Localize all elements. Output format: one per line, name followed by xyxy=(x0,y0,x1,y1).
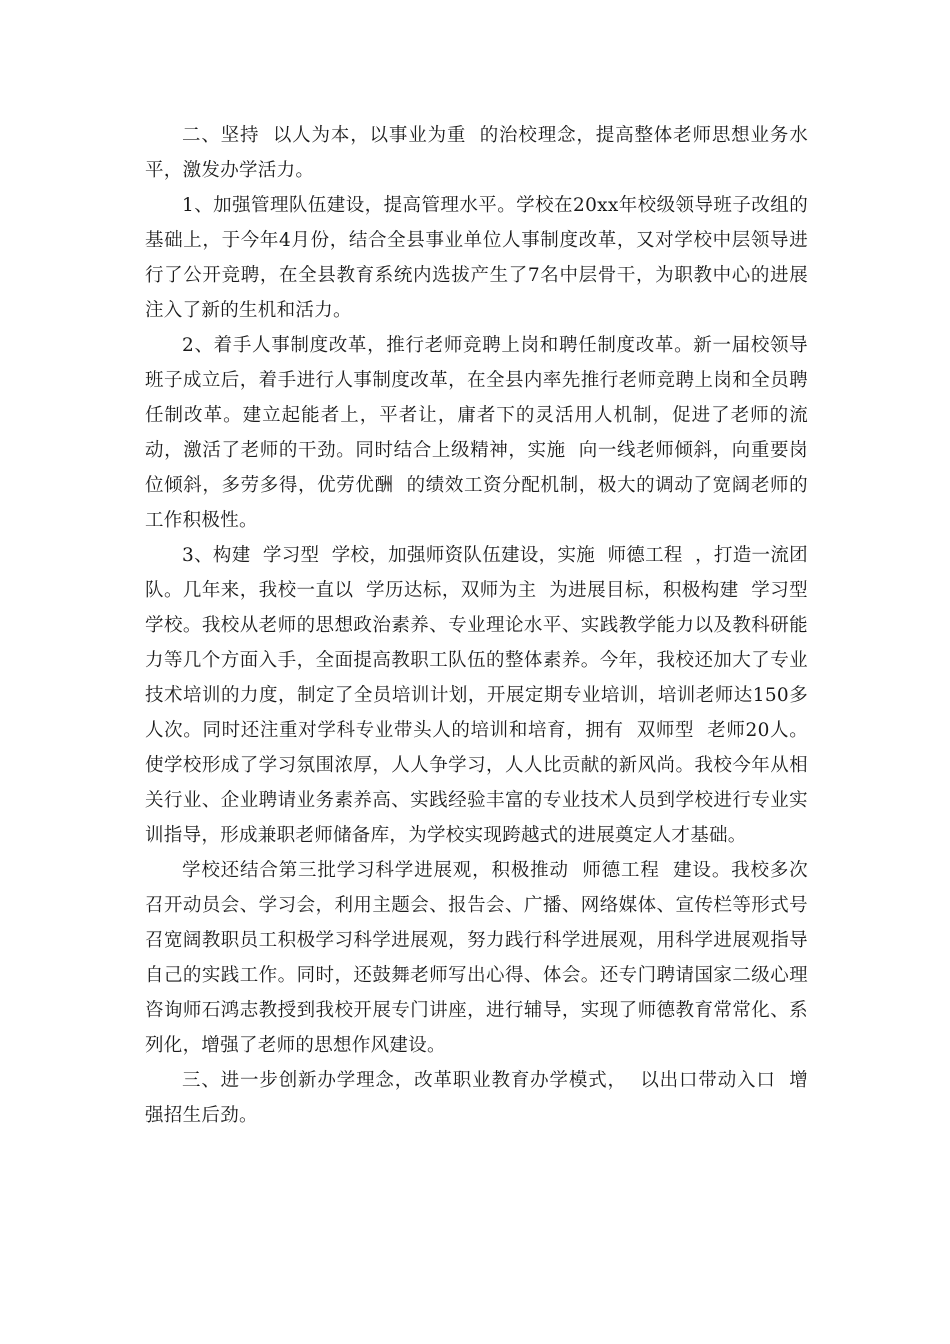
paragraph-personnel-reform: 2、着手人事制度改革，推行老师竞聘上岗和聘任制度改革。新一届校领导班子成立后，着手进行人事制度改革，在全县内率先推行老师竞聘上岗和全员聘任制改革。建立起能者上，平者让，庸者下的灵活用人机制，促进了老师的流动，激活了老师的干劲。同时结合上级精神，实施 向一线老师倾斜，向重要岗位倾斜，多劳多得，优劳优酬 的绩效工资分配机制，极大的调动了宽阔老师的工作积极性。 xyxy=(145,335,808,531)
document-page xyxy=(145,118,821,1133)
paragraph-section-three-heading: 三、进一步创新办学理念，改革职业教育办学模式， 以出口带动入口 增强招生后劲。 xyxy=(145,1070,808,1126)
paragraph-section-two-heading: 二、坚持 以人为本，以事业为重 的治校理念，提高整体老师思想业务水平，激发办学活力。 xyxy=(145,125,808,181)
paragraph-learning-school: 3、构建 学习型 学校，加强师资队伍建设，实施 师德工程 ，打造一流团队。几年来，我校一直以 学历达标，双师为主 为进展目标，积极构建 学习型 学校。我校从老师的思想政治素养、专业理论水平、实践教学能力以及教科研能力等几个方面入手，全面提高教职工队伍的整体素养。今年，我校还加大了专业技术培训的力度，制定了全员培训计划，开展定期专业培训，培训老师达150多人次。同时还注重对学科专业带头人的培训和培育，拥有 双师型 老师20人。使学校形成了学习氛围浓厚，人人争学习，人人比贡献的新风尚。我校今年从相关行业、企业聘请业务素养高、实践经验丰富的专业技术人员到学校进行专业实训指导，形成兼职老师储备库，为学校实现跨越式的进展奠定人才基础。 xyxy=(145,545,821,846)
paragraph-teacher-ethics: 学校还结合第三批学习科学进展观，积极推动 师德工程 建设。我校多次召开动员会、学习会，利用主题会、报告会、广播、网络媒体、宣传栏等形式号召宽阔教职员工积极学习科学进展观，努力践行科学进展观，用科学进展观指导自己的实践工作。同时，还鼓舞老师写出心得、体会。还专门聘请国家二级心理咨询师石鸿志教授到我校开展专门讲座，进行辅导，实现了师德教育常常化、系列化，增强了老师的思想作风建设。 xyxy=(145,860,808,1056)
paragraph-management-team: 1、加强管理队伍建设，提高管理水平。学校在20xx年校级领导班子改组的基础上，于今年4月份，结合全县事业单位人事制度改革，又对学校中层领导进行了公开竞聘，在全县教育系统内选拔产生了7名中层骨干，为职教中心的进展注入了新的生机和活力。 xyxy=(145,195,808,321)
